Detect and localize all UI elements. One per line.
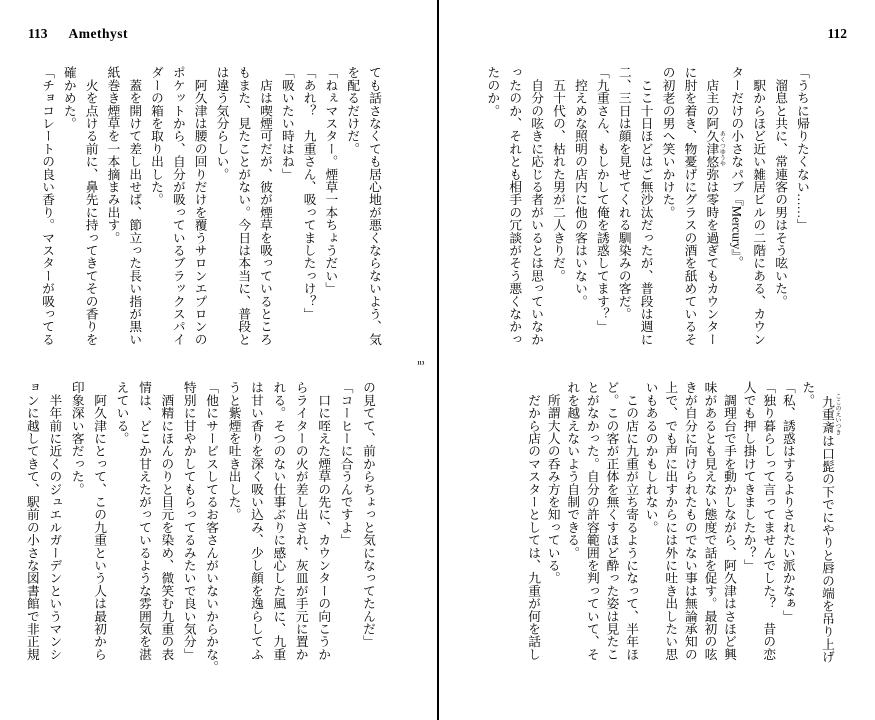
text-column: れを越えないよう自制できる。 bbox=[565, 381, 580, 559]
text-column: 印象深い客だった。 bbox=[69, 381, 84, 496]
text-column: ても話さなくても居心地が悪くならないよう、気 bbox=[367, 66, 381, 346]
text-column: は甘い香りを深く吸い込み、少し顔を逸らしてふ bbox=[248, 381, 263, 661]
text-column: 「あれ？ 九重さん、吸ってましたっけ？」 bbox=[301, 66, 316, 320]
text-column: 店は喫煙可だが、彼が煙草を吸っているところ bbox=[258, 66, 273, 346]
text-column: 阿久津にとって、この九重という人は最初から bbox=[92, 381, 107, 661]
text-column: は違う気分らしい。 bbox=[214, 66, 229, 181]
left-page-lower-text-block bbox=[21, 381, 380, 677]
text-column: 「独り暮らしって言ってませんでした？ 昔の恋 bbox=[761, 381, 776, 661]
text-column: 火を点ける前に、鼻先に持ってきてその香りを bbox=[83, 66, 98, 346]
text-column: た。 bbox=[800, 381, 815, 407]
text-column: ど。この客が正体を無くすほど酔った姿は見たこ bbox=[604, 381, 619, 661]
text-column: 駅からほど近い雑居ビルの二階にある、カウン bbox=[751, 66, 766, 346]
text-column: らライターの火が差し出され、灰皿が手元に置か bbox=[293, 381, 308, 661]
text-column: うと紫煙を吐き出した。 bbox=[226, 381, 241, 521]
text-column: ポケットから、自分が吸っているブラックスパイ bbox=[170, 66, 185, 346]
text-column: 所謂大人の呑み方を知っている。 bbox=[545, 381, 560, 585]
text-column: 九重斎 ここのえいつきは口髭の下でにやりと唇の端を吊り上げ bbox=[820, 393, 840, 664]
text-column: 「チョコレートの良い香り。マスターが吸ってる bbox=[40, 66, 55, 346]
text-column: 紙巻き煙草を一本摘まみ出す。 bbox=[105, 66, 120, 244]
text-column: の見てて、前からちょっと気になってたんだ」 bbox=[361, 381, 375, 648]
text-column: 情は、どこか甘えたがっているような雰囲気を湛 bbox=[136, 381, 151, 661]
text-column: 店主の阿久津悠弥 あくつゆうやは零時を過ぎてもカウンター bbox=[704, 66, 725, 346]
right-page-lower-text-block bbox=[523, 381, 841, 677]
text-column: もまた、見たことがない。今日は本当に、普段と bbox=[236, 66, 251, 346]
text-column: の初老の男へ笑いかけた。 bbox=[660, 66, 675, 219]
text-column: 「うちに帰りたくない……」 bbox=[795, 66, 809, 232]
text-column: 「他にサービスしてるお客さんがいないからかな。 bbox=[204, 381, 219, 674]
text-column: 「コーヒーに合うんですよ」 bbox=[338, 381, 353, 547]
text-column: ここ十日ほどはご無沙汰だったが、普段は週に bbox=[638, 66, 653, 346]
text-column: 溜息と共に、常連客の男はそう呟いた。 bbox=[773, 66, 788, 308]
text-column: 調理台で手を動かしながら、阿久津はさほど興 bbox=[722, 381, 737, 661]
text-column: ターだけの小さなパブ『Mercury』。 bbox=[729, 66, 744, 269]
right-page-upper-text-block bbox=[480, 66, 812, 362]
text-column: れる。そつのない仕事ぶりに感心した風に、九重 bbox=[271, 381, 286, 661]
page-112 bbox=[439, 0, 875, 720]
text-column: 五十代の、枯れた男が二人きりだ。 bbox=[551, 66, 566, 282]
page-112-header bbox=[827, 26, 847, 42]
text-column: いもあるのかもしれない。 bbox=[643, 381, 658, 534]
text-column: ョンに越してきて、駅前の小さな図書館で非正規 bbox=[24, 381, 39, 661]
running-title: Amethyst bbox=[68, 26, 129, 41]
text-column: だから店のマスターとしては、九重が何を話し bbox=[526, 381, 541, 661]
text-column: えている。 bbox=[114, 381, 129, 445]
page-number-112: 112 bbox=[827, 26, 847, 41]
corner-mark: 113 bbox=[417, 361, 425, 367]
text-column: ダーの箱を取り出した。 bbox=[149, 66, 164, 206]
text-column: 人でも押し掛けてきましたか？」 bbox=[741, 381, 756, 572]
text-column: 味があるとも見えない態度で話を促す。最初の呟 bbox=[702, 381, 717, 661]
text-column: 半年前に近くのジュエルガーデンというマンシ bbox=[47, 381, 62, 661]
text-column: 控えめな照明の店内に他の客はいない。 bbox=[572, 66, 587, 308]
text-column: 「私、誘惑はするよりされたい派かなぁ」 bbox=[780, 381, 795, 623]
text-column: に肘を着き、物憂げにグラスの酒を舐めているそ bbox=[682, 66, 697, 346]
page-113-header bbox=[28, 26, 128, 42]
text-column: 「九重さん、もしかして俺を誘惑してます？」 bbox=[594, 66, 609, 333]
text-column: 「吸いたい時はね」 bbox=[279, 66, 294, 181]
page-number-113: 113 bbox=[28, 26, 48, 41]
text-column: とがなかった。自分の許容範囲を判っていて、そ bbox=[584, 381, 599, 661]
text-column: 口に咥えた煙草の先に、カウンターの向こうか bbox=[316, 381, 331, 661]
text-column: 「ねぇマスター。煙草一本ちょうだい」 bbox=[323, 66, 338, 295]
text-column: 酒精にほんのりと目元を染め、微笑む九重の表 bbox=[159, 381, 174, 661]
text-column: を配るだけだ。 bbox=[345, 66, 360, 155]
left-page-upper-text-block bbox=[35, 66, 384, 362]
text-column: 特別に甘やかしてもらってるみたいで良い気分」 bbox=[181, 381, 196, 661]
text-column: きが自分に向けられたものでない事は無論承知の bbox=[682, 381, 697, 661]
text-column: 上で、でも声に出すからには外に吐き出したい思 bbox=[663, 381, 678, 661]
text-column: たのか。 bbox=[485, 66, 500, 117]
text-column: 自分の呟きに応じる者がいるとは思っていなか bbox=[529, 66, 544, 346]
text-column: 蓋を開けて差し出せば、節立った長い指が黒い bbox=[127, 66, 142, 346]
text-column: 二、三日は顔を見せてくれる馴染みの客だ。 bbox=[616, 66, 631, 320]
page-113 bbox=[0, 0, 437, 720]
text-column: 確かめた。 bbox=[61, 66, 76, 130]
text-column: 阿久津は腰の回りだけを覆うサロンエプロンの bbox=[192, 66, 207, 346]
text-column: この店に九重が立ち寄るようになって、半年ほ bbox=[624, 381, 639, 661]
text-column: ったのか、それとも相手の冗談がそう悪くなかっ bbox=[507, 66, 522, 346]
